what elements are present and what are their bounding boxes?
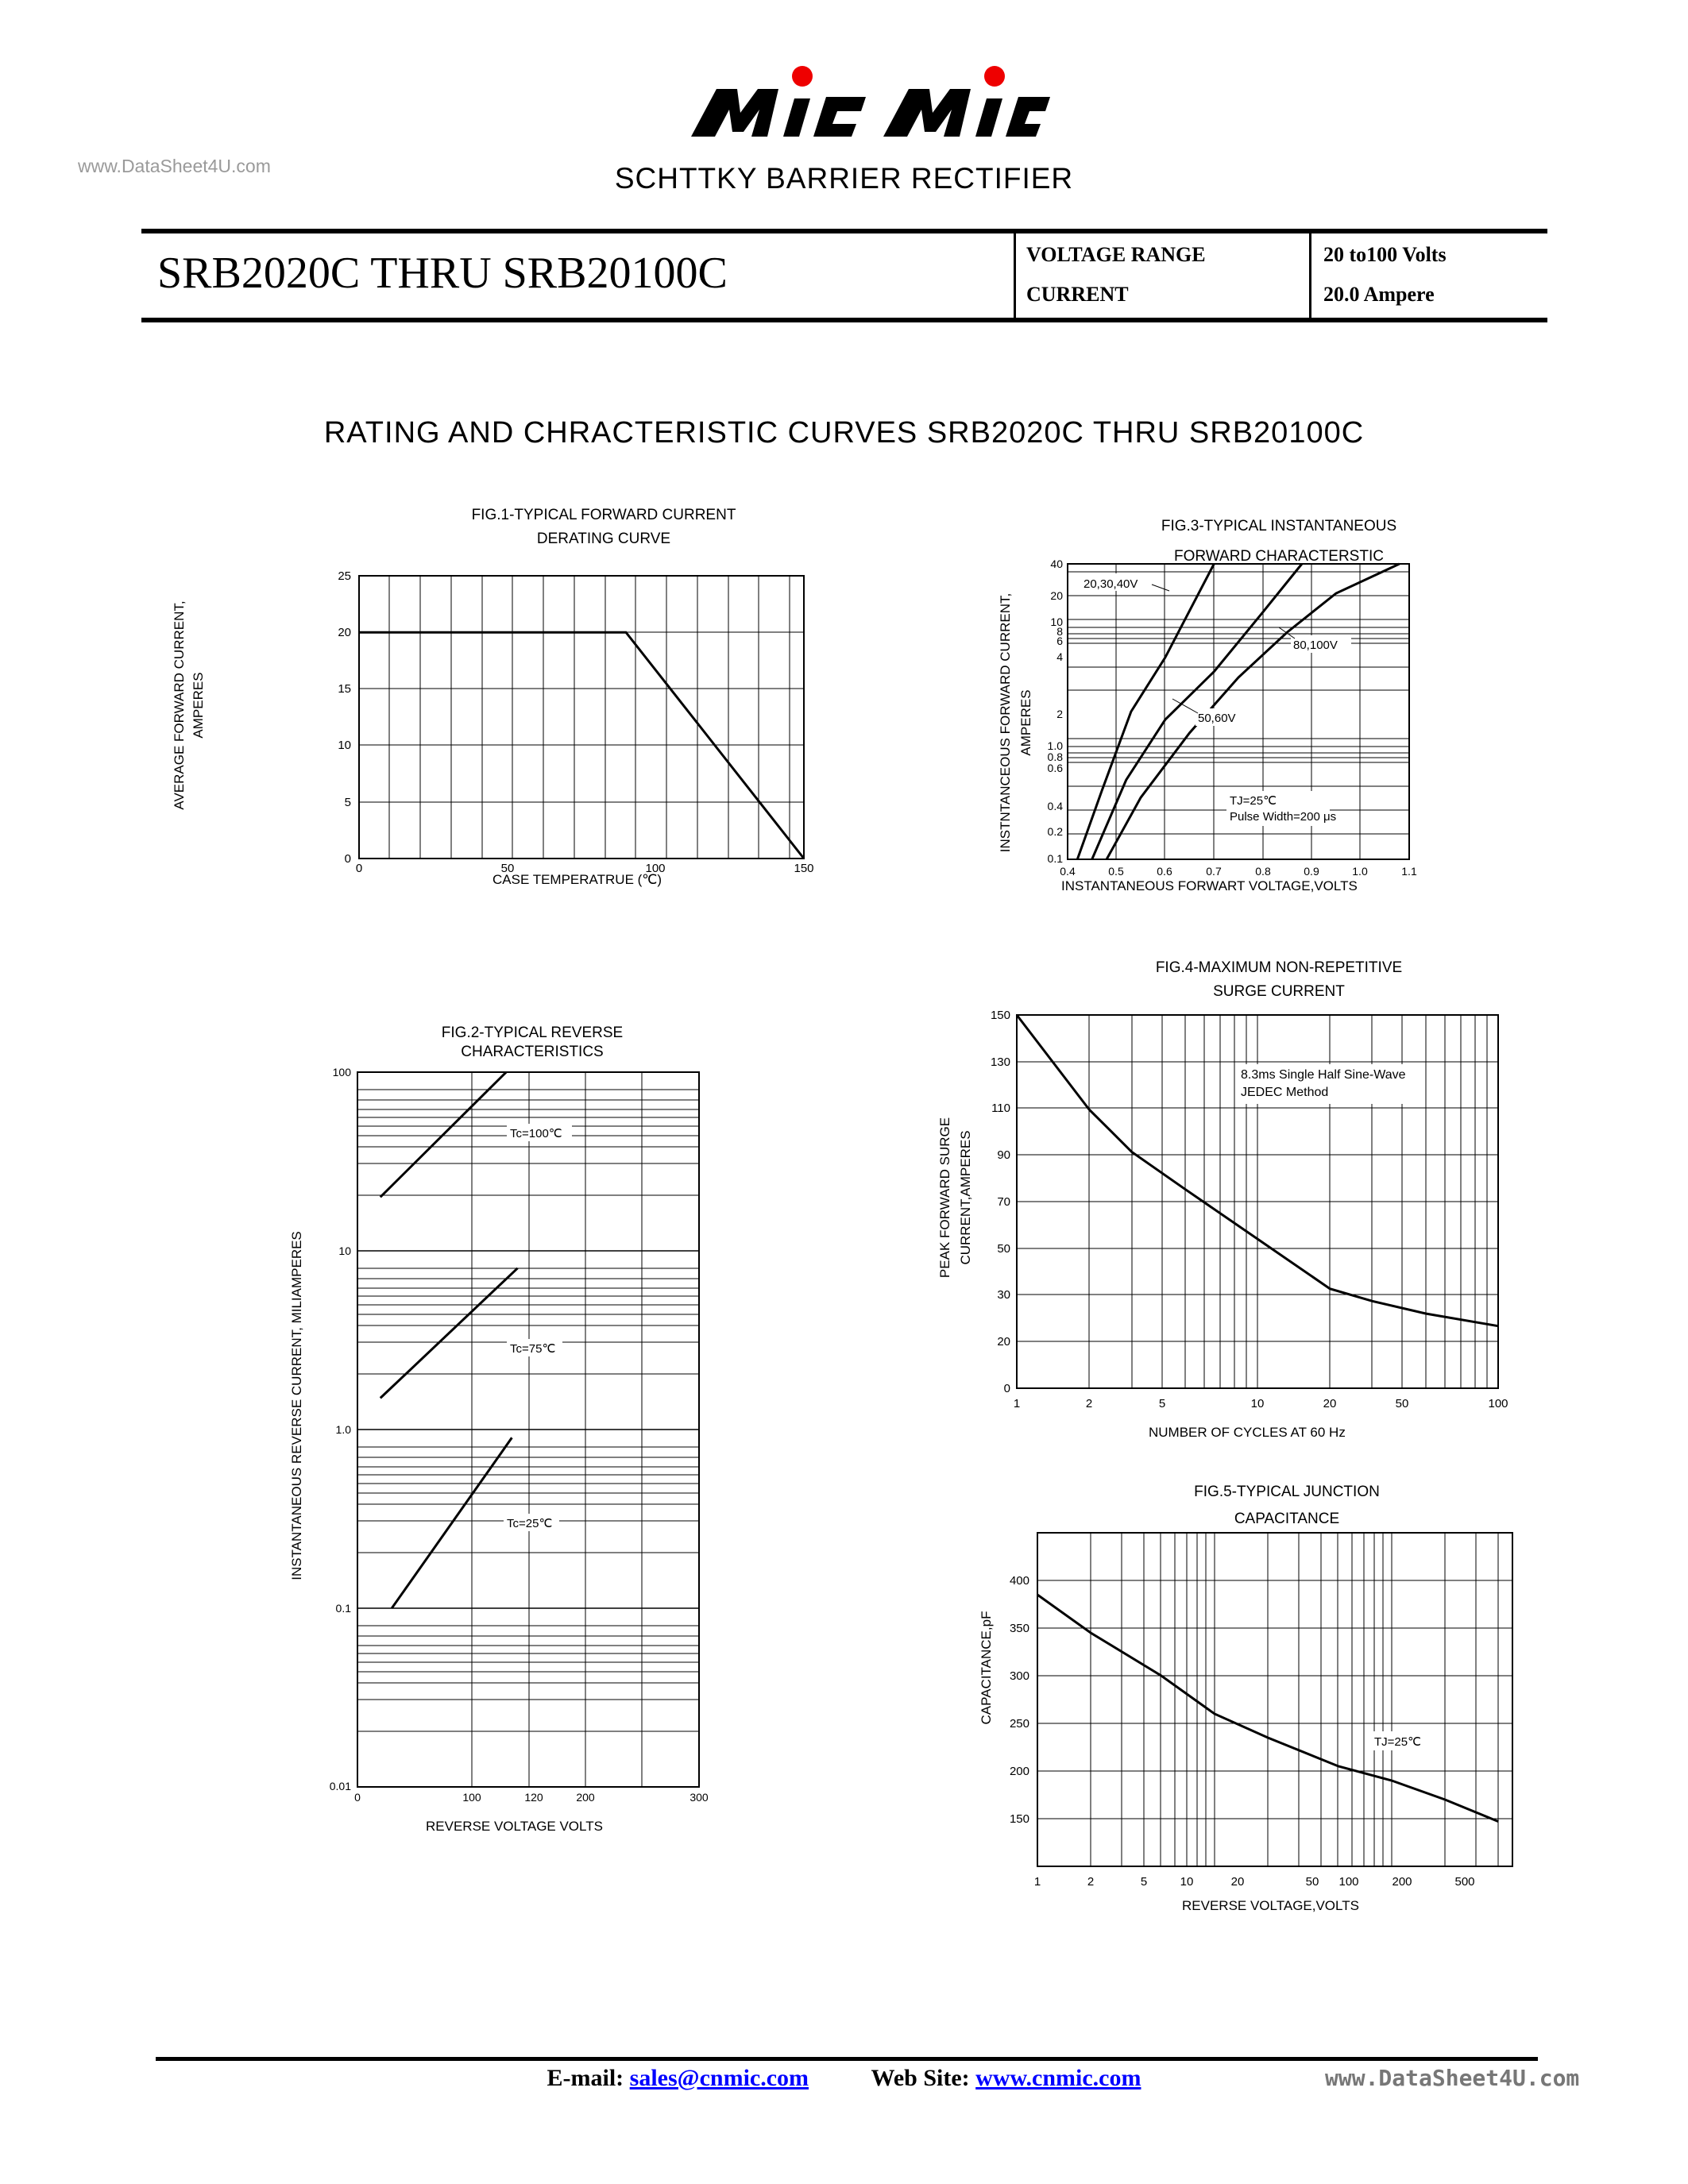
fig5-xtick-50: 50 bbox=[1305, 1875, 1319, 1889]
fig4-xtick-20: 20 bbox=[1323, 1397, 1337, 1410]
fig1-ylabel-line2: AMPERES bbox=[191, 672, 206, 739]
fig1-title bbox=[397, 507, 810, 548]
fig5-chart bbox=[993, 1525, 1533, 1890]
fig3-xtick-1.1: 1.1 bbox=[1401, 865, 1417, 878]
fig5-xtick-20: 20 bbox=[1230, 1875, 1245, 1889]
fig1-grid bbox=[359, 576, 804, 859]
fig3-ytick-2: 2 bbox=[1056, 708, 1063, 720]
fig3-ytick-0.4: 0.4 bbox=[1047, 800, 1063, 812]
fig4-xtick-5: 5 bbox=[1158, 1397, 1166, 1410]
fig5-ytick-250: 250 bbox=[1009, 1717, 1029, 1731]
watermark-top: www.DataSheet4U.com bbox=[78, 156, 271, 176]
fig1-chart bbox=[334, 556, 842, 874]
fig5-xtick-500: 500 bbox=[1454, 1875, 1475, 1889]
web-link[interactable]: www.cnmic.com bbox=[975, 2065, 1141, 2091]
fig2-line-100c bbox=[380, 1072, 506, 1197]
fig1-ytick-15: 15 bbox=[338, 682, 351, 696]
fig1-title-line1: FIG.1-TYPICAL FORWARD CURRENT bbox=[471, 507, 736, 523]
fig4-ylabel bbox=[937, 1063, 974, 1333]
fig3-xtick-1.0: 1.0 bbox=[1352, 865, 1368, 878]
fig4-note-line2: JEDEC Method bbox=[1241, 1086, 1329, 1099]
section-title: RATING AND CHRACTERISTIC CURVES SRB2020C THRU SRB20100C bbox=[323, 416, 1365, 450]
fig4-ytick-20: 20 bbox=[997, 1335, 1010, 1349]
fig4-ytick-110: 110 bbox=[991, 1102, 1010, 1115]
fig5-ylabel-line1: CAPACITANCE,pF bbox=[979, 1611, 994, 1725]
part-range: SRB2020C THRU SRB20100C bbox=[157, 249, 728, 298]
fig2-ylabel-line1: INSTANTANEOUS REVERSE CURRENT, MILIAMPERES bbox=[289, 1231, 304, 1580]
fig1-xtick-100: 100 bbox=[645, 862, 666, 874]
fig3-title-line1: FIG.3-TYPICAL INSTANTANEOUS bbox=[1161, 518, 1397, 534]
fig3-ylabel-line1: INSTNTANCEOUS FORWARD CURRENT, bbox=[998, 592, 1013, 853]
fig2-grid bbox=[357, 1072, 699, 1787]
fig1-xtick-150: 150 bbox=[794, 862, 814, 874]
spec-current-value: 20.0 Ampere bbox=[1323, 283, 1435, 306]
fig1-ytick-25: 25 bbox=[338, 569, 351, 583]
fig3-label-tj: TJ=25℃ bbox=[1230, 794, 1277, 808]
fig1-xtick-50: 50 bbox=[500, 862, 515, 874]
fig3-ytick-0.6: 0.6 bbox=[1047, 762, 1063, 774]
spec-voltage-label: VOLTAGE RANGE bbox=[1026, 243, 1206, 266]
fig4-ytick-30: 30 bbox=[997, 1288, 1010, 1302]
fig2-line-75c bbox=[380, 1268, 518, 1399]
footer-rule bbox=[156, 2057, 1538, 2061]
fig3-chart bbox=[1033, 556, 1430, 882]
watermark-bottom: www.DataSheet4U.com bbox=[1325, 2065, 1580, 2091]
fig3-xtick-0.5: 0.5 bbox=[1108, 865, 1124, 878]
fig1-ytick-10: 10 bbox=[338, 739, 351, 752]
header-divider-1 bbox=[1014, 233, 1016, 322]
fig4-title-line2: SURGE CURRENT bbox=[1213, 983, 1345, 1000]
header-divider-2 bbox=[1309, 233, 1311, 322]
fig3-ytick-8: 8 bbox=[1056, 625, 1063, 638]
fig3-ytick-0.1: 0.1 bbox=[1047, 852, 1063, 865]
fig3-xtick-0.8: 0.8 bbox=[1255, 865, 1271, 878]
fig1-xtick-0: 0 bbox=[355, 862, 363, 874]
fig2-xtick-120: 120 bbox=[524, 1791, 543, 1804]
fig1-ylabel-line1: AVERAGE FORWARD CURRENT, bbox=[172, 600, 187, 810]
fig4-ytick-130: 130 bbox=[990, 1055, 1010, 1069]
fig3-label-50-60v: 50,60V bbox=[1198, 712, 1236, 725]
fig2-ytick-100: 100 bbox=[332, 1066, 351, 1078]
fig2-ytick-0.1: 0.1 bbox=[335, 1602, 351, 1615]
fig5-xtick-2: 2 bbox=[1087, 1875, 1095, 1889]
fig1-ytick-20: 20 bbox=[338, 626, 351, 639]
doc-title: SCHTTKY BARRIER RECTIFIER bbox=[614, 162, 1074, 195]
fig3-ytick-0.8: 0.8 bbox=[1047, 751, 1063, 763]
fig5-title-line2: CAPACITANCE bbox=[1234, 1511, 1340, 1527]
fig5-xtick-5: 5 bbox=[1140, 1875, 1148, 1889]
fig4-xlabel: NUMBER OF CYCLES AT 60 Hz bbox=[1149, 1425, 1346, 1440]
fig3-xtick-0.9: 0.9 bbox=[1304, 865, 1319, 878]
fig4-xtick-100: 100 bbox=[1488, 1397, 1508, 1410]
fig4-xtick-2: 2 bbox=[1085, 1397, 1093, 1410]
web-label: Web Site: bbox=[871, 2065, 970, 2091]
fig5-ytick-400: 400 bbox=[1009, 1574, 1029, 1588]
fig4-title-line1: FIG.4-MAXIMUM NON-REPETITIVE bbox=[1155, 959, 1403, 976]
fig5-title-line1: FIG.5-TYPICAL JUNCTION bbox=[1194, 1484, 1380, 1500]
fig2-ytick-10: 10 bbox=[338, 1244, 351, 1257]
fig4-ytick-70: 70 bbox=[997, 1195, 1010, 1209]
fig4-note-line1: 8.3ms Single Half Sine-Wave bbox=[1241, 1068, 1406, 1082]
fig5-ytick-150: 150 bbox=[1009, 1812, 1029, 1826]
fig2-xtick-300: 300 bbox=[689, 1791, 709, 1804]
fig3-ylabel bbox=[998, 580, 1034, 866]
fig3-ytick-6: 6 bbox=[1056, 635, 1063, 647]
fig2-line-25c bbox=[392, 1437, 512, 1608]
fig5-xtick-200: 200 bbox=[1392, 1875, 1412, 1889]
fig2-title-line2: CHARACTERISTICS bbox=[461, 1044, 604, 1060]
fig2-xlabel: REVERSE VOLTAGE VOLTS bbox=[426, 1819, 603, 1834]
fig1-title-line2: DERATING CURVE bbox=[536, 531, 671, 547]
fig5-ytick-300: 300 bbox=[1009, 1669, 1029, 1683]
fig3-xlabel: INSTANTANEOUS FORWART VOLTAGE,VOLTS bbox=[1061, 878, 1358, 893]
fig2-label-75c: Tc=75℃ bbox=[510, 1342, 556, 1356]
fig3-curve-20-40v bbox=[1077, 564, 1214, 859]
fig2-title bbox=[342, 1024, 723, 1061]
fig3-ytick-0.2: 0.2 bbox=[1047, 825, 1063, 838]
email-label: E-mail: bbox=[547, 2065, 624, 2091]
fig1-xlabel: CASE TEMPERATRUE (℃) bbox=[492, 872, 662, 887]
fig3-ytick-1.0: 1.0 bbox=[1047, 739, 1063, 752]
fig3-ylabel-line2: AMPERES bbox=[1018, 689, 1033, 756]
fig3-ytick-4: 4 bbox=[1056, 650, 1063, 663]
fig3-label-80-100v: 80,100V bbox=[1293, 639, 1338, 652]
fig2-xtick-0: 0 bbox=[354, 1791, 361, 1804]
fig2-xtick-200: 200 bbox=[576, 1791, 595, 1804]
fig4-ytick-90: 90 bbox=[997, 1148, 1010, 1162]
fig2-label-25c: Tc=25℃ bbox=[507, 1517, 553, 1530]
spec-current-label: CURRENT bbox=[1026, 283, 1129, 306]
fig5-ylabel bbox=[979, 1572, 995, 1763]
fig4-ytick-50: 50 bbox=[997, 1242, 1010, 1256]
fig5-label-tj: TJ=25℃ bbox=[1374, 1735, 1421, 1749]
fig5-ytick-350: 350 bbox=[1009, 1622, 1029, 1635]
fig3-xtick-0.4: 0.4 bbox=[1060, 865, 1076, 878]
fig3-ytick-40: 40 bbox=[1050, 558, 1063, 570]
fig1-ylabel bbox=[172, 562, 207, 848]
fig2-title-line1: FIG.2-TYPICAL REVERSE bbox=[441, 1024, 624, 1041]
fig1-ytick-0: 0 bbox=[344, 852, 351, 866]
header-bottom-rule bbox=[141, 318, 1547, 322]
fig5-title bbox=[1064, 1484, 1509, 1528]
fig3-xtick-0.7: 0.7 bbox=[1206, 865, 1222, 878]
fig5-ytick-200: 200 bbox=[1009, 1765, 1029, 1778]
fig3-label-20-40v: 20,30,40V bbox=[1083, 577, 1138, 591]
fig3-xtick-0.6: 0.6 bbox=[1157, 865, 1172, 878]
email-link[interactable]: sales@cnmic.com bbox=[629, 2065, 809, 2091]
fig1-curve bbox=[359, 632, 804, 859]
fig2-ytick-0.01: 0.01 bbox=[329, 1780, 351, 1792]
fig4-title bbox=[1056, 959, 1501, 1001]
fig4-xtick-10: 10 bbox=[1250, 1397, 1265, 1410]
fig3-label-pulse: Pulse Width=200 μs bbox=[1230, 810, 1337, 824]
fig2-chart bbox=[310, 1064, 723, 1827]
fig4-ytick-150: 150 bbox=[990, 1009, 1010, 1022]
header-top-rule bbox=[141, 229, 1547, 233]
spec-voltage-value: 20 to100 Volts bbox=[1323, 243, 1447, 266]
fig5-xtick-10: 10 bbox=[1180, 1875, 1194, 1889]
mic-logo bbox=[675, 49, 1056, 156]
fig2-xtick-100: 100 bbox=[462, 1791, 481, 1804]
fig4-ytick-0: 0 bbox=[1003, 1382, 1010, 1395]
fig2-ylabel bbox=[289, 1215, 305, 1596]
fig5-xtick-1: 1 bbox=[1033, 1875, 1041, 1889]
fig4-chart bbox=[977, 1001, 1517, 1414]
fig3-ytick-10: 10 bbox=[1050, 615, 1063, 628]
fig5-xtick-100: 100 bbox=[1338, 1875, 1359, 1889]
fig4-xtick-1: 1 bbox=[1013, 1397, 1021, 1410]
fig5-grid bbox=[1037, 1533, 1512, 1866]
fig4-xtick-50: 50 bbox=[1395, 1397, 1409, 1410]
fig4-ylabel-line1: PEAK FORWARD SURGE bbox=[937, 1117, 952, 1279]
fig2-ytick-1.0: 1.0 bbox=[335, 1423, 351, 1436]
fig5-xlabel: REVERSE VOLTAGE,VOLTS bbox=[1182, 1898, 1359, 1913]
fig2-label-100c: Tc=100℃ bbox=[510, 1127, 562, 1140]
fig1-ytick-5: 5 bbox=[344, 796, 351, 809]
fig3-title-line2: FORWARD CHARACTERSTIC bbox=[1174, 548, 1384, 565]
fig4-ylabel-line2: CURRENT,AMPERES bbox=[958, 1130, 973, 1265]
fig3-ytick-20: 20 bbox=[1050, 589, 1063, 602]
